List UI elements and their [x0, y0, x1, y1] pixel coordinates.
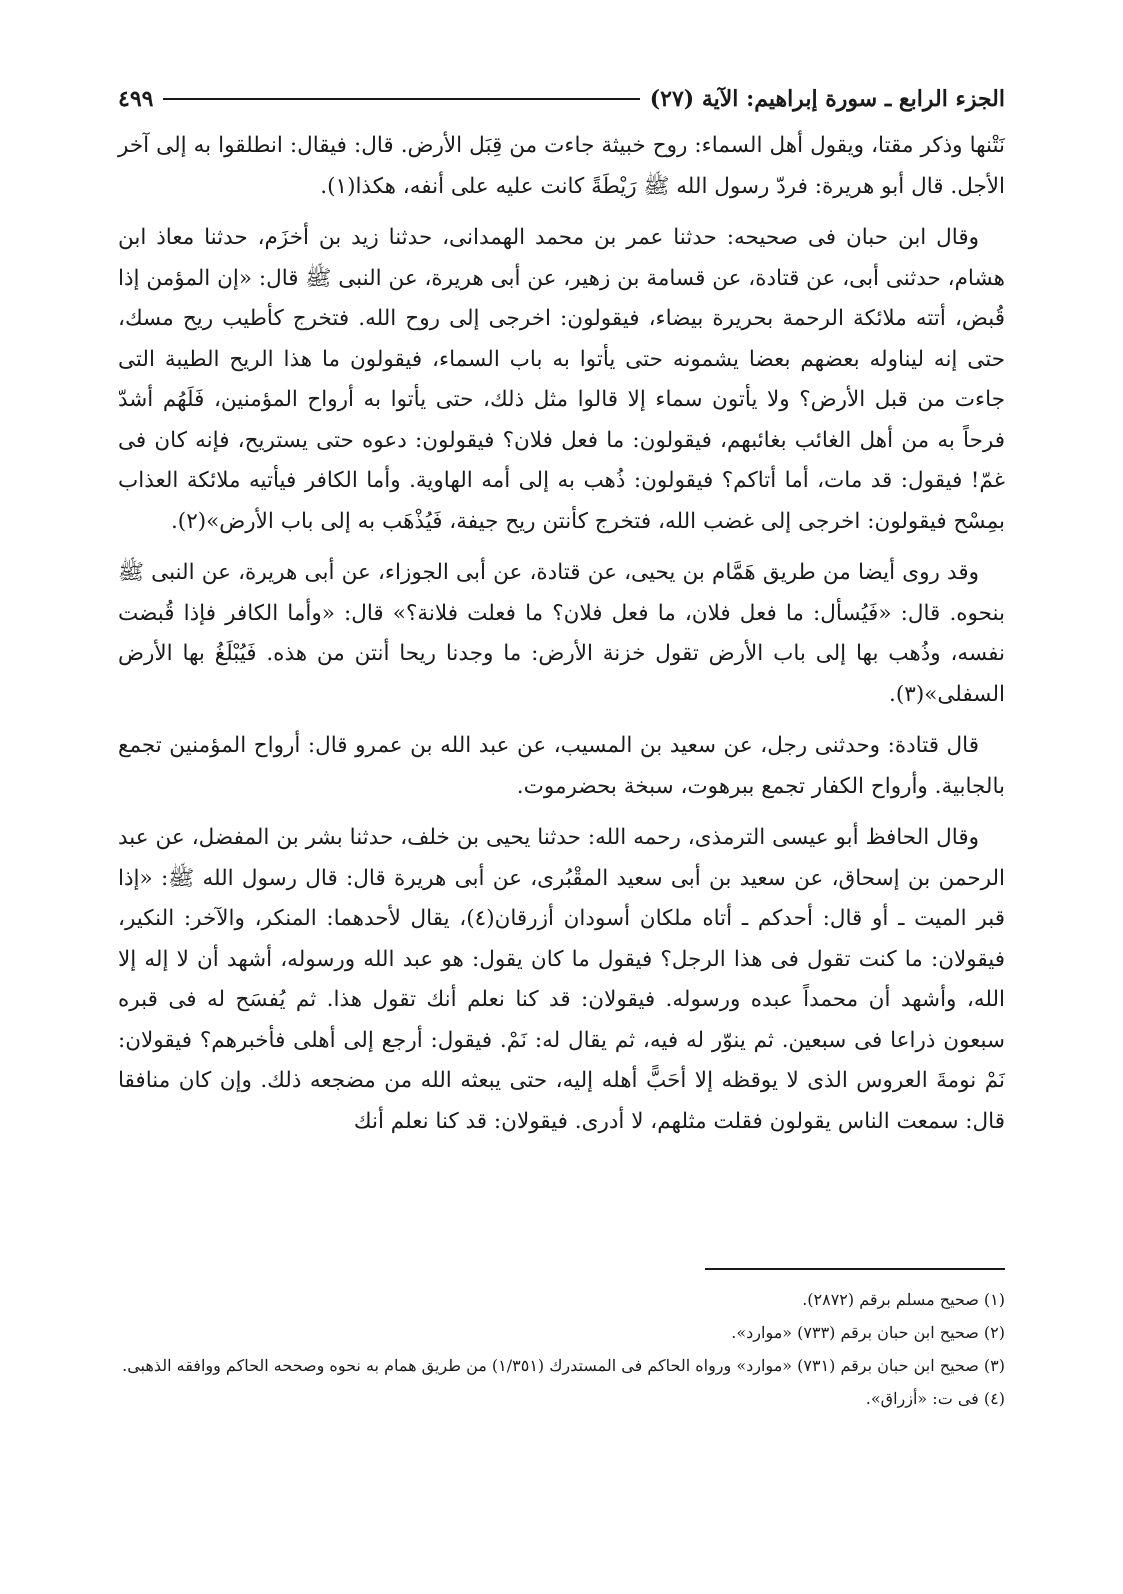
- footnote-separator: [705, 1268, 1005, 1270]
- running-title: الجزء الرابع ـ سورة إبراهيم: الآية (٢٧): [649, 86, 1005, 112]
- footnote: (٢) صحيح ابن حبان برقم (٧٣٣) «موارد».: [731, 1323, 1005, 1342]
- footnotes: [118, 1286, 1005, 1418]
- footnote: (٤) فى ت: «أزراق».: [865, 1389, 1005, 1408]
- paragraph: نَتْنها وذكر مقتا، ويقول أهل السماء: روح خبيثة جاءت من قِبَل الأرض. قال: فيقال: انطلقوا به إلى آخر الأجل. قال أبو هريرة: فردّ رسول الله ﷺ رَيْطَةً كانت عليه على أنفه، هكذا(١).: [118, 133, 1005, 199]
- footnote: (١) صحيح مسلم برقم (٢٨٧٢).: [802, 1290, 1005, 1309]
- main-text: [118, 126, 1005, 1153]
- paragraph: قال قتادة: وحدثنى رجل، عن سعيد بن المسيب، عن عبد الله بن عمرو قال: أرواح المؤمنين تجمع بالجابية. وأرواح الكفار تجمع ببرهوت، سبخة بحضرموت.: [118, 733, 1005, 799]
- page-number: ٤٩٩: [118, 86, 154, 112]
- paragraph: وقال الحافظ أبو عيسى الترمذى، رحمه الله: حدثنا يحيى بن خلف، حدثنا بشر بن المفضل، عن عبد الرحمن بن إسحاق، عن سعيد بن أبى سعيد المقْبُرى، عن أبى هريرة قال: قال رسول الله ﷺ: «إذا قبر الميت ـ أو قال: أحدكم ـ أتاه ملكان أسودان أزرقان(٤)، يقال لأحدهما: المنكر، والآخر: النكير، فيقولان: ما كنت تقول فى هذا الرجل؟ فيقول ما كان يقول: هو عبد الله ورسوله، أشهد أن لا إله إلا الله، وأشهد أن محمداً عبده ورسوله. فيقولان: قد كنا نعلم أنك تقول هذا. ثم يُفسَح له فى قبره سبعون ذراعا فى سبعين. ثم ينوّر له فيه، ثم يقال له: نَمْ. فيقول: أرجع إلى أهلى فأخبرهم؟ فيقولان: نَمْ نومةَ العروس الذى لا يوقظه إلا أحَبًّ أهله إليه، حتى يبعثه الله من مضجعه ذلك. وإن كان منافقا قال: سمعت الناس يقولون فقلت مثلهم، لا أدرى. فيقولان: قد كنا نعلم أنك: [118, 825, 1005, 1134]
- paragraph: وقال ابن حبان فى صحيحه: حدثنا عمر بن محمد الهمدانى، حدثنا زيد بن أخزَم، حدثنا معاذ ابن هشام، حدثنى أبى، عن قتادة، عن قسامة بن زهير، عن أبى هريرة، عن النبى ﷺ قال: «إن المؤمن إذا قُبض، أتته ملائكة الرحمة بحريرة بيضاء، فيقولون: اخرجى إلى روح الله. فتخرج كأطيب ريح مسك، حتى إنه ليناوله بعضهم بعضا يشمونه حتى يأتوا به باب السماء، فيقولون ما هذا الريح الطيبة التى جاءت من قبل الأرض؟ ولا يأتون سماء إلا قالوا مثل ذلك، حتى يأتوا به أرواح المؤمنين، فَلَهُم أشدّ فرحاً به من أهل الغائب بغائبهم، فيقولون: ما فعل فلان؟ فيقولون: دعوه حتى يستريح، فإنه كان فى غمّ! فيقول: قد مات، أما أتاكم؟ فيقولون: ذُهب به إلى أمه الهاوية. وأما الكافر فيأتيه ملائكة العذاب بمِسْح فيقولون: اخرجى إلى غضب الله، فتخرج كأنتن ريح جيفة، فَيُذْهَب به إلى باب الأرض»(٢).: [117, 225, 1005, 534]
- paragraph: وقد روى أيضا من طريق هَمَّام بن يحيى، عن قتادة، عن أبى الجوزاء، عن أبى هريرة، عن النبى ﷺ بنحوه. قال: «فَيُسأل: ما فعل فلان، ما فعل فلان؟ ما فعلت فلانة؟» قال: «وأما الكافر فإذا قُبضت نفسه، وذُهب بها إلى باب الأرض تقول خزنة الأرض: ما وجدنا ريحا أنتن من هذه. فَيُبْلَغُ بها الأرض السفلى»(٣).: [118, 560, 1005, 707]
- running-header: [118, 82, 1005, 116]
- header-rule: [163, 98, 639, 100]
- footnote: (٣) صحيح ابن حبان برقم (٧٣١) «موارد» ورواه الحاكم فى المستدرك (١/٣٥١) من طريق همام به نحوه وصححه الحاكم ووافقه الذهبى.: [122, 1356, 1005, 1375]
